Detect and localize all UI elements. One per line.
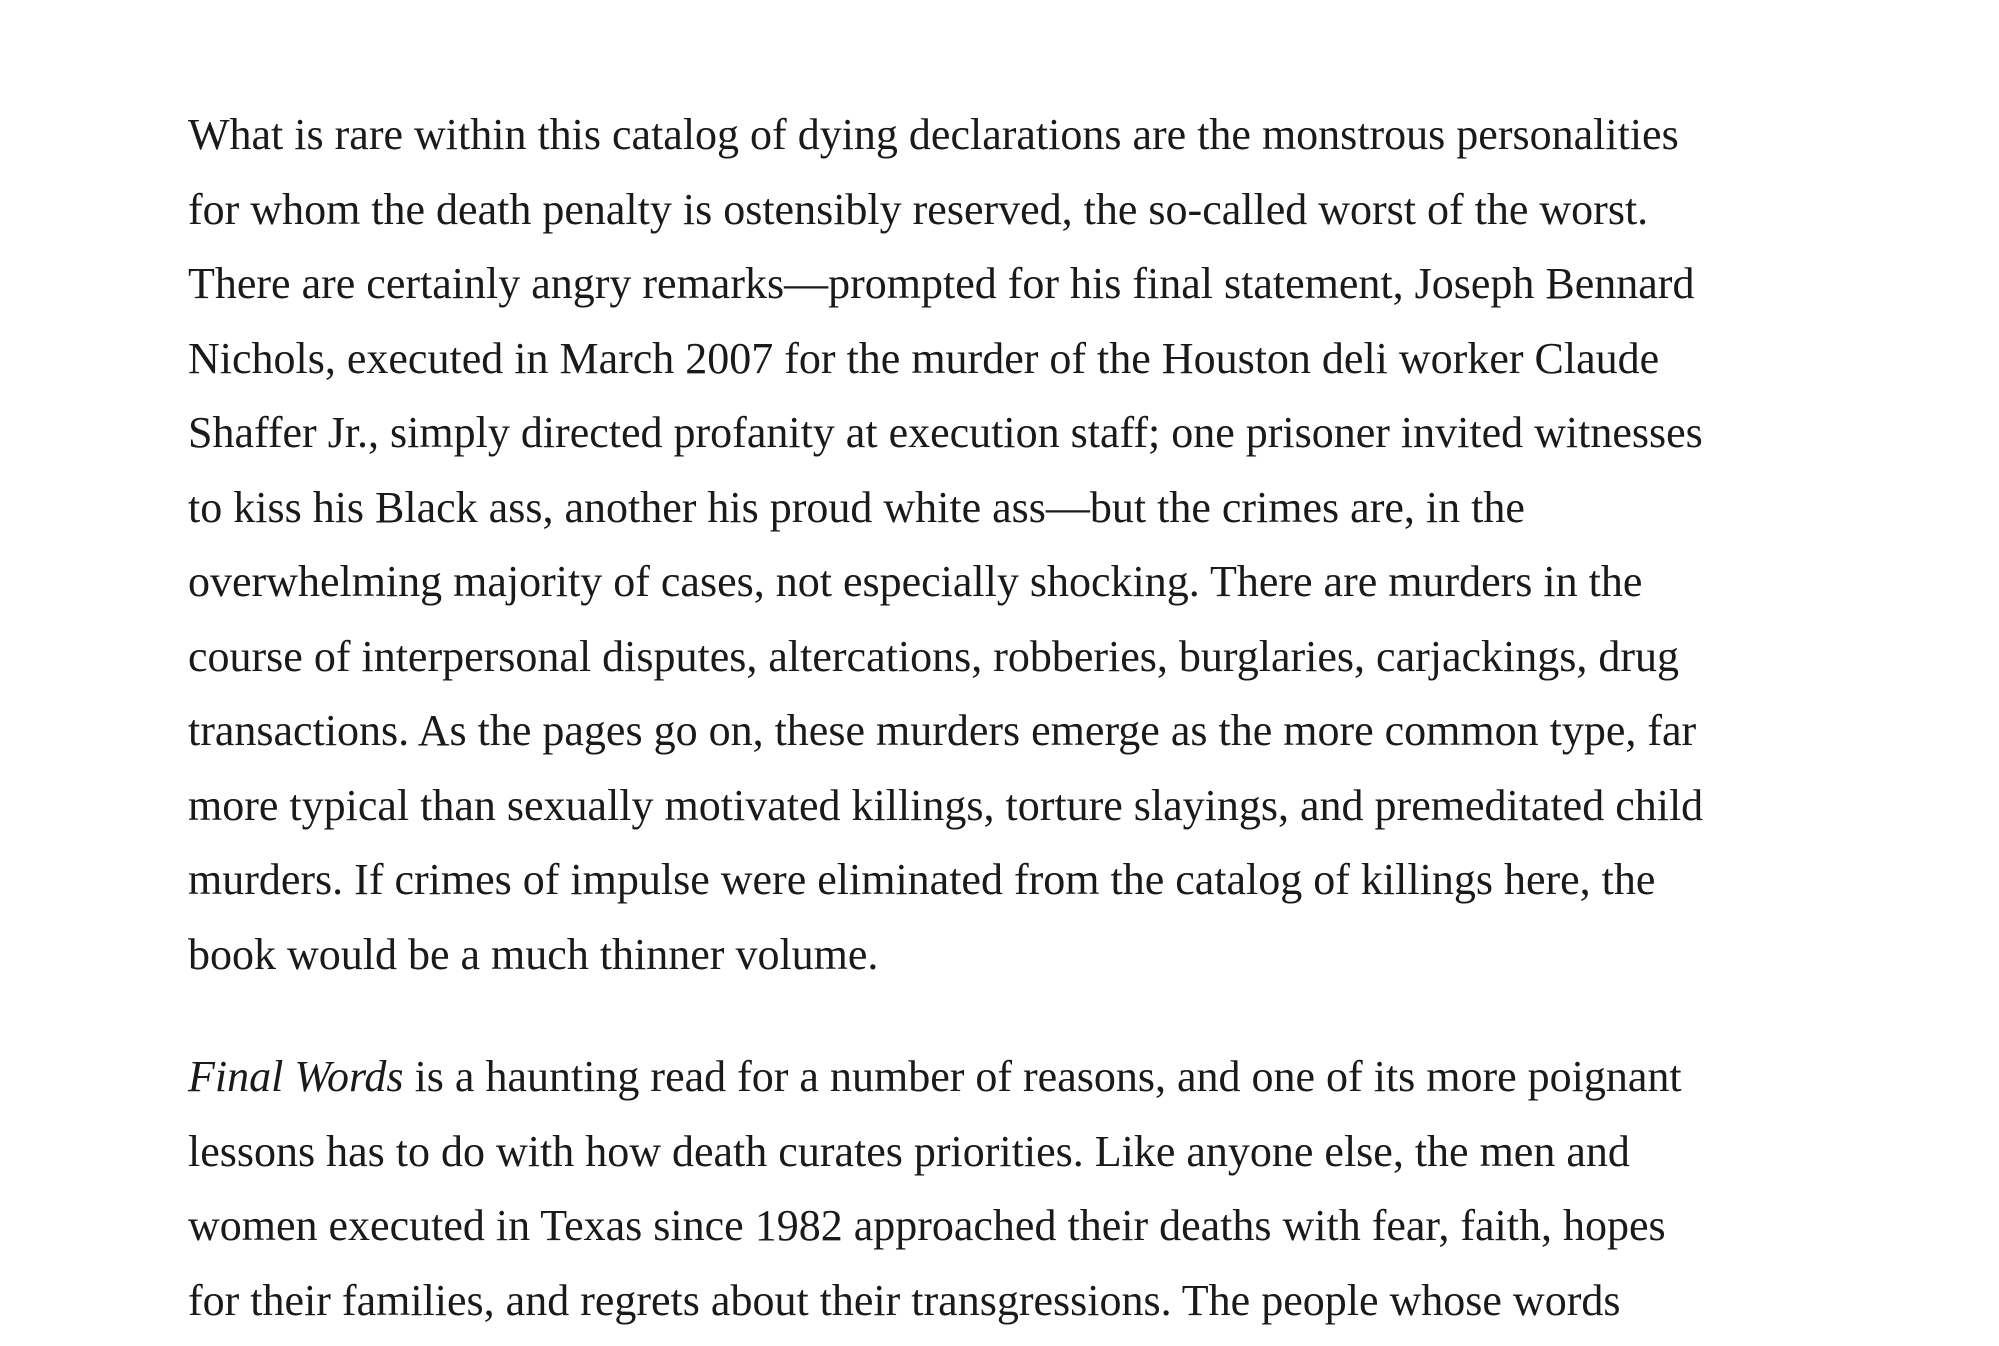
text-line: overwhelming majority of cases, not especially shocking. There are murders in the xyxy=(188,557,1643,606)
text-line: What is rare within this catalog of dying declarations are the monstrous personalities xyxy=(188,110,1679,159)
text-line: Nichols, executed in March 2007 for the murder of the Houston deli worker Claude xyxy=(188,333,1660,383)
paragraph-2 xyxy=(188,1040,1838,1338)
text-line xyxy=(188,1040,1838,1115)
paragraph-1 xyxy=(188,98,1838,992)
text-line: course of interpersonal disputes, altercations, robberies, burglaries, carjackings, drug xyxy=(188,631,1680,681)
text-line: There are certainly angry remarks—prompted for his final statement, Joseph Bennard xyxy=(188,259,1695,308)
text-line: more typical than sexually motivated killings, torture slayings, and premeditated child xyxy=(188,780,1704,830)
paragraph-spacer xyxy=(188,992,1838,1040)
text-line: transactions. As the pages go on, these murders emerge as the more common type, far xyxy=(188,706,1697,755)
text-run: is a haunting read for a number of reasons, and one of its more poignant xyxy=(403,1052,1682,1101)
text-line: lessons has to do with how death curates priorities. Like anyone else, the men and xyxy=(188,1126,1630,1176)
text-line: Shaffer Jr., simply directed profanity at execution staff; one prisoner invited witnesses xyxy=(188,408,1703,457)
body-text xyxy=(188,98,1838,1338)
text-line: book would be a much thinner volume. xyxy=(188,929,879,979)
text-line: for their families, and regrets about their transgressions. The people whose words xyxy=(188,1275,1621,1325)
book-title: Final Words xyxy=(188,1052,404,1101)
text-line: murders. If crimes of impulse were eliminated from the catalog of killings here, the xyxy=(188,855,1656,904)
text-line: to kiss his Black ass, another his proud white ass—but the crimes are, in the xyxy=(188,482,1525,532)
text-line: women executed in Texas since 1982 approached their deaths with fear, faith, hopes xyxy=(188,1201,1666,1250)
text-line: for whom the death penalty is ostensibly reserved, the so-called worst of the worst. xyxy=(188,184,1649,234)
